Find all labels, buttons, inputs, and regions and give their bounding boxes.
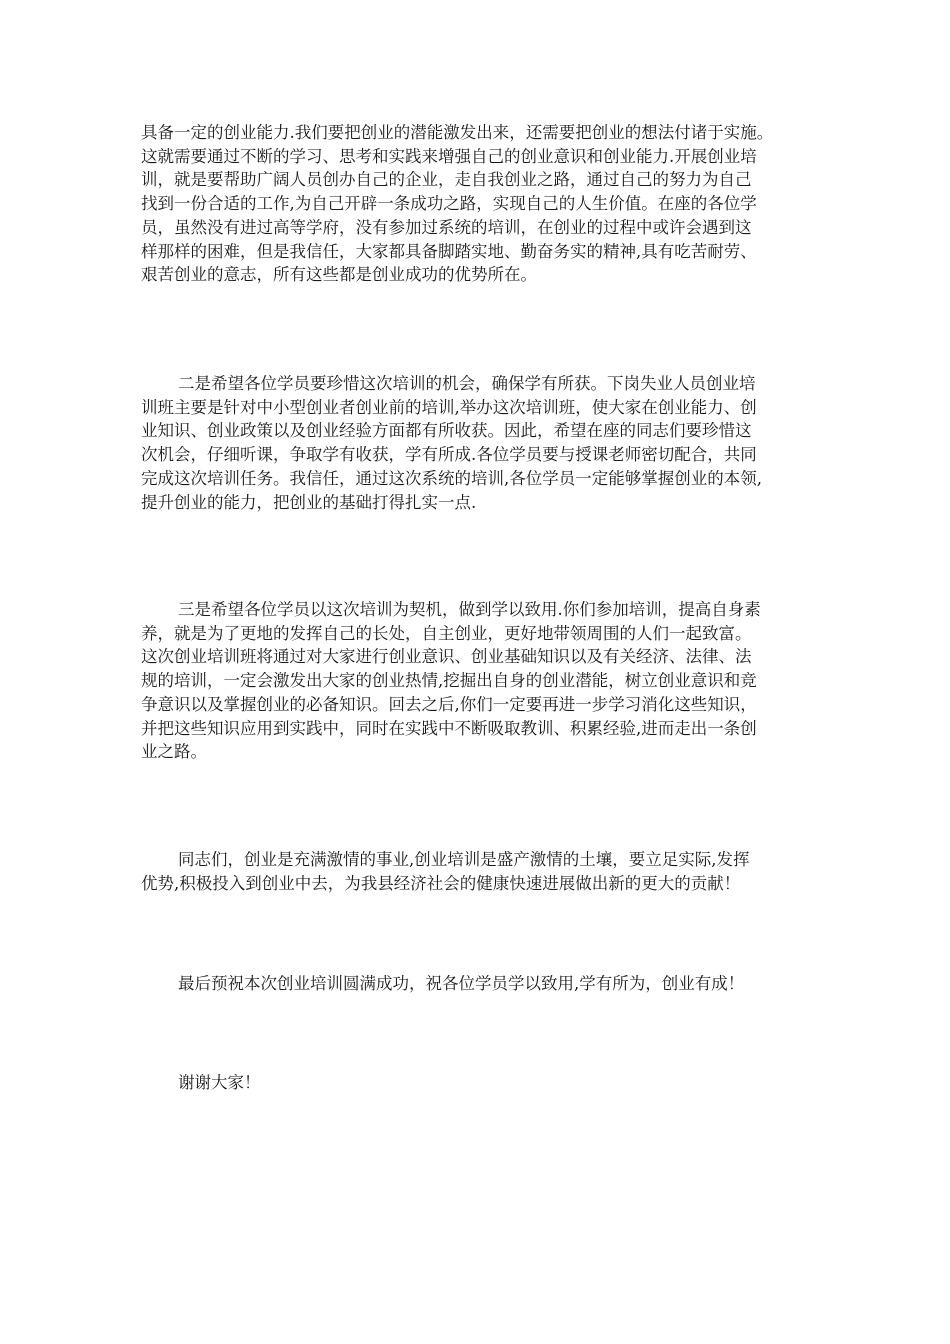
text-line: 养，就是为了更地的发挥自己的长处，自主创业，更好地带领周围的人们一起致富。 xyxy=(141,623,752,643)
text-line: 完成这次培训任务。我信任，通过这次系统的培训,各位学员一定能够掌握创业的本领, xyxy=(141,468,762,488)
text-line: 优势,积极投入到创业中去，为我县经济社会的健康快速进展做出新的更大的贡献！ xyxy=(141,873,741,893)
text-line: 业之路。 xyxy=(141,742,207,762)
text-line: 业知识、创业政策以及创业经验方面都有所收获。因此，希望在座的同志们要珍惜这 xyxy=(141,421,752,441)
paragraph-1 xyxy=(141,121,811,287)
paragraph-5 xyxy=(141,972,811,996)
paragraph-4 xyxy=(141,848,811,895)
text-line: 规的培训，一定会激发出大家的创业热情,挖掘出自身的创业潜能，树立创业意识和竞 xyxy=(141,671,757,691)
text-line: 训，就是要帮助广阔人员创办自己的企业，走自我创业之路，通过自己的努力为自己 xyxy=(141,170,752,190)
text-line: 样那样的困难，但是我信任，大家都具备脚踏实地、勤奋务实的精神,具有吃苦耐劳、 xyxy=(141,241,757,261)
text-line: 提升创业的能力，把创业的基础打得扎实一点. xyxy=(141,492,477,512)
text-line: 二是希望各位学员要珍惜这次培训的机会，确保学有所获。下岗失业人员创业培 xyxy=(178,374,756,393)
text-line: 具备一定的创业能力.我们要把创业的潜能激发出来，还需要把创业的想法付诸于实施。 xyxy=(141,123,774,142)
text-line: 训班主要是针对中小型创业者创业前的培训,举办这次培训班，使大家在创业能力、创 xyxy=(141,397,757,417)
text-line: 三是希望各位学员以这次培训为契机，做到学以致用.你们参加培训，提高自身素 xyxy=(178,600,761,619)
text-line: 并把这些知识应用到实践中，同时在实践中不断吸取教训、积累经验,进而走出一条创 xyxy=(141,718,757,738)
paragraph-2 xyxy=(141,372,811,514)
paragraph-3 xyxy=(141,598,811,764)
text-line: 艰苦创业的意志，所有这些都是创业成功的优势所在。 xyxy=(141,265,537,285)
text-line: 这次创业培训班将通过对大家进行创业意识、创业基础知识以及有关经济、法律、法 xyxy=(141,647,752,667)
text-line: 同志们，创业是充满激情的事业,创业培训是盛产激情的土壤，要立足实际,发挥 xyxy=(178,850,750,869)
closing-line xyxy=(141,1071,811,1095)
text-line: 员，虽然没有进过高等学府，没有参加过系统的培训，在创业的过程中或许会遇到这 xyxy=(141,217,752,237)
text-line: 次机会，仔细听课，争取学有收获，学有所成.各位学员要与授课老师密切配合，共同 xyxy=(141,445,757,465)
text-line: 争意识以及掌握创业的必备知识。回去之后,你们一定要再进一步学习消化这些知识， xyxy=(141,694,757,714)
text-line: 谢谢大家！ xyxy=(178,1073,261,1092)
text-line: 找到一份合适的工作,为自己开辟一条成功之路，实现自己的人生价值。在座的各位学 xyxy=(141,194,757,214)
text-line: 最后预祝本次创业培训圆满成功，祝各位学员学以致用,学有所为，创业有成！ xyxy=(178,974,745,993)
text-line: 这就需要通过不断的学习、思考和实践来增强自己的创业意识和创业能力.开展创业培 xyxy=(141,146,757,166)
